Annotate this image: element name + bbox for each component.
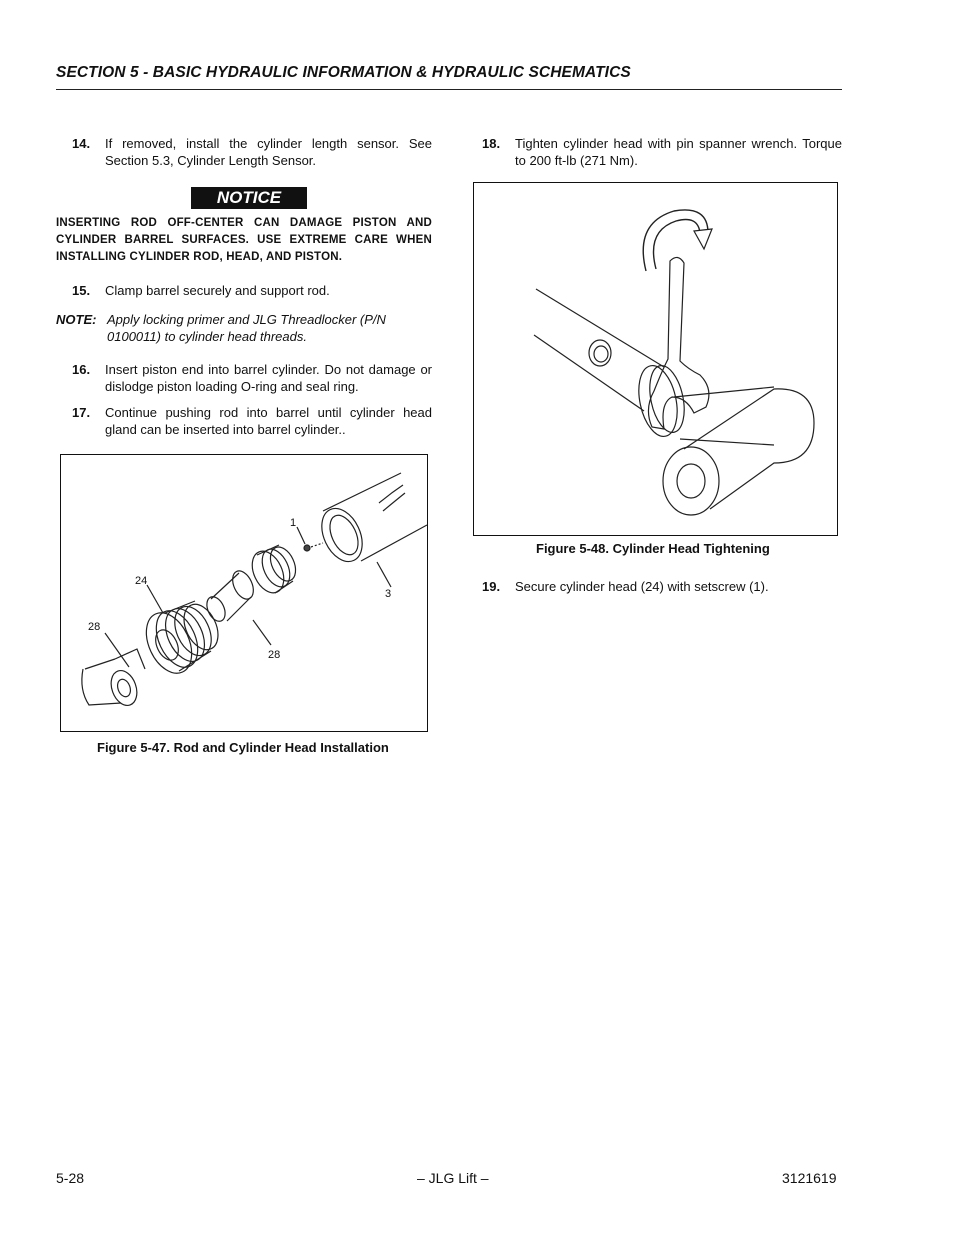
callout-1: 1 [290, 517, 297, 529]
step-number: 14. [72, 136, 91, 151]
right-column [482, 135, 842, 178]
step-18 [482, 135, 842, 169]
step-text: Continue pushing rod into barrel until cylinder head gland can be inserted into barrel cylinder.. [105, 405, 432, 437]
step-16 [56, 361, 432, 395]
header-divider [56, 89, 842, 90]
left-column [56, 135, 432, 447]
step-14 [56, 135, 432, 169]
step-number: 19. [482, 579, 501, 594]
step-number: 17. [72, 405, 91, 420]
step-19 [482, 578, 842, 595]
step-text: If removed, install the cylinder length sensor. See Section 5.3, Cylinder Length Sensor. [105, 136, 432, 168]
figure-cylinder-head-tightening [473, 182, 838, 536]
step-text: Insert piston end into barrel cylinder. Do not damage or dislodge piston loading O-ring and seal ring. [105, 362, 432, 394]
step-19-wrap [482, 578, 842, 604]
step-text: Secure cylinder head (24) with setscrew (1). [515, 579, 769, 594]
step-text: Tighten cylinder head with pin spanner wrench. Torque to 200 ft-lb (271 Nm). [515, 136, 842, 168]
callout-24: 24 [135, 575, 148, 587]
step-number: 18. [482, 136, 501, 151]
step-text: Clamp barrel securely and support rod. [105, 283, 330, 298]
notice-label: NOTICE [191, 187, 307, 209]
document-number: 3121619 [782, 1170, 837, 1186]
note-label: NOTE: [56, 312, 97, 327]
page-number: 5-28 [56, 1170, 85, 1186]
callout-28-left: 28 [88, 621, 101, 633]
figure-rod-cylinder-head-installation [60, 454, 428, 732]
step-number: 15. [72, 283, 91, 298]
note-text: Apply locking primer and JLG Threadlocker (P/N 0100011) to cylinder head threads. [107, 312, 386, 344]
notice-text: INSERTING ROD OFF-CENTER CAN DAMAGE PISTON AND CYLINDER BARREL SURFACES. USE EXTREME CARE WHEN INSTALLING CYLINDER ROD, HEAD, AND PISTON. [56, 217, 432, 263]
callout-3: 3 [385, 588, 392, 600]
figure-47-caption: Figure 5-47. Rod and Cylinder Head Installation [97, 740, 389, 755]
figure-48-caption: Figure 5-48. Cylinder Head Tightening [536, 541, 770, 556]
spanner-wrench-illustration [474, 183, 837, 535]
rod-cylinder-illustration [61, 455, 427, 731]
step-17 [56, 404, 432, 438]
step-15 [56, 282, 432, 299]
note-block [56, 311, 432, 345]
callout-28-right: 28 [268, 649, 281, 661]
section-title: SECTION 5 - BASIC HYDRAULIC INFORMATION & HYDRAULIC SCHEMATICS [56, 64, 631, 81]
notice-banner [56, 187, 432, 209]
step-number: 16. [72, 362, 91, 377]
footer-brand: – JLG Lift – [417, 1170, 489, 1186]
